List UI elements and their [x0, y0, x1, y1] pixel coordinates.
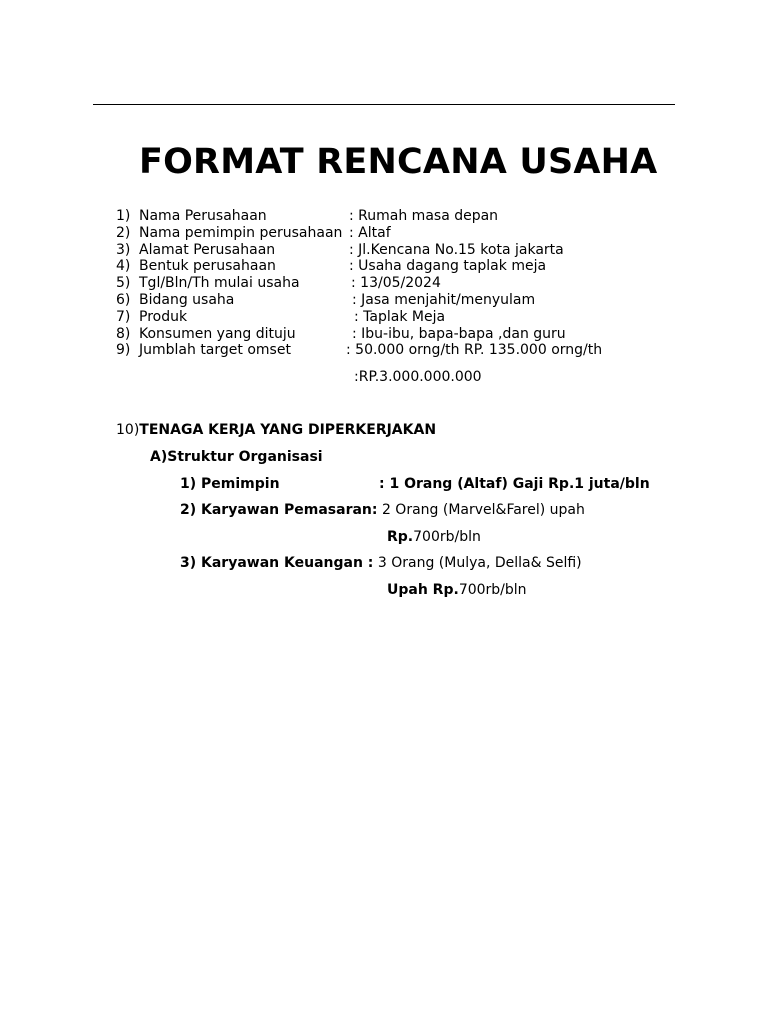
item-value: : Taplak Meja: [354, 308, 446, 325]
staff-wage-marketing: [387, 528, 481, 546]
staff-row-finance: [180, 554, 582, 572]
item-number: 7): [116, 308, 131, 325]
item-label: Bidang usaha: [139, 291, 235, 308]
section-number: 10): [116, 422, 140, 438]
omset-total-value: :RP.3.000.000.000: [354, 369, 482, 385]
wage-prefix: Upah Rp.: [387, 582, 459, 598]
item-number: 3): [116, 241, 131, 258]
item-label: Alamat Perusahaan: [139, 241, 276, 258]
item-value: : Ibu-ibu, bapa-bapa ,dan guru: [352, 325, 566, 342]
item-value: : Usaha dagang taplak meja: [349, 258, 547, 275]
staff-row-marketing: [180, 501, 585, 519]
item-value: : 50.000 orng/th RP. 135.000 orng/th: [346, 342, 603, 359]
document-title: FORMAT RENCANA USAHA: [139, 142, 658, 182]
subsection-heading: A)Struktur Organisasi: [150, 449, 323, 465]
item-value: : Rumah masa depan: [349, 208, 499, 224]
staff-detail-marketing: 2 Orang (Marvel&Farel) upah: [377, 502, 585, 518]
item-label: Nama Perusahaan: [139, 208, 267, 224]
wage-amount: 700rb/bln: [458, 582, 527, 598]
item-label: Jumblah target omset: [139, 342, 291, 359]
item-label: Nama pemimpin perusahaan: [139, 224, 343, 241]
item-value: : Jasa menjahit/menyulam: [352, 291, 536, 308]
staff-label-leader: 1) Pemimpin: [180, 476, 280, 492]
section-heading: [116, 421, 436, 439]
item-number: 9): [116, 342, 131, 359]
item-label: Tgl/Bln/Th mulai usaha: [139, 275, 300, 292]
item-number: 2): [116, 224, 131, 241]
item-value: : 13/05/2024: [351, 275, 441, 292]
header-rule: [93, 104, 675, 105]
item-number: 4): [116, 258, 131, 275]
wage-prefix: Rp.: [387, 529, 414, 545]
staff-label-finance: 3) Karyawan Keuangan :: [180, 555, 374, 571]
item-label: Produk: [139, 308, 188, 325]
item-number: 5): [116, 275, 131, 292]
staff-wage-finance: [387, 581, 527, 599]
wage-amount: 700rb/bln: [413, 529, 481, 545]
staff-detail-finance: 3 Orang (Mulya, Della& Selfi): [373, 555, 582, 571]
item-value: : Altaf: [349, 224, 391, 241]
staff-label-marketing: 2) Karyawan Pemasaran:: [180, 502, 378, 518]
item-number: 1): [116, 208, 131, 224]
section-title: TENAGA KERJA YANG DIPERKERJAKAN: [139, 422, 437, 438]
item-value: : Jl.Kencana No.15 kota jakarta: [349, 241, 564, 258]
item-number: 8): [116, 325, 131, 342]
item-label: Bentuk perusahaan: [139, 258, 276, 275]
item-label: Konsumen yang dituju: [139, 325, 296, 342]
staff-detail-leader: : 1 Orang (Altaf) Gaji Rp.1 juta/bln: [379, 476, 650, 492]
item-number: 6): [116, 291, 131, 308]
